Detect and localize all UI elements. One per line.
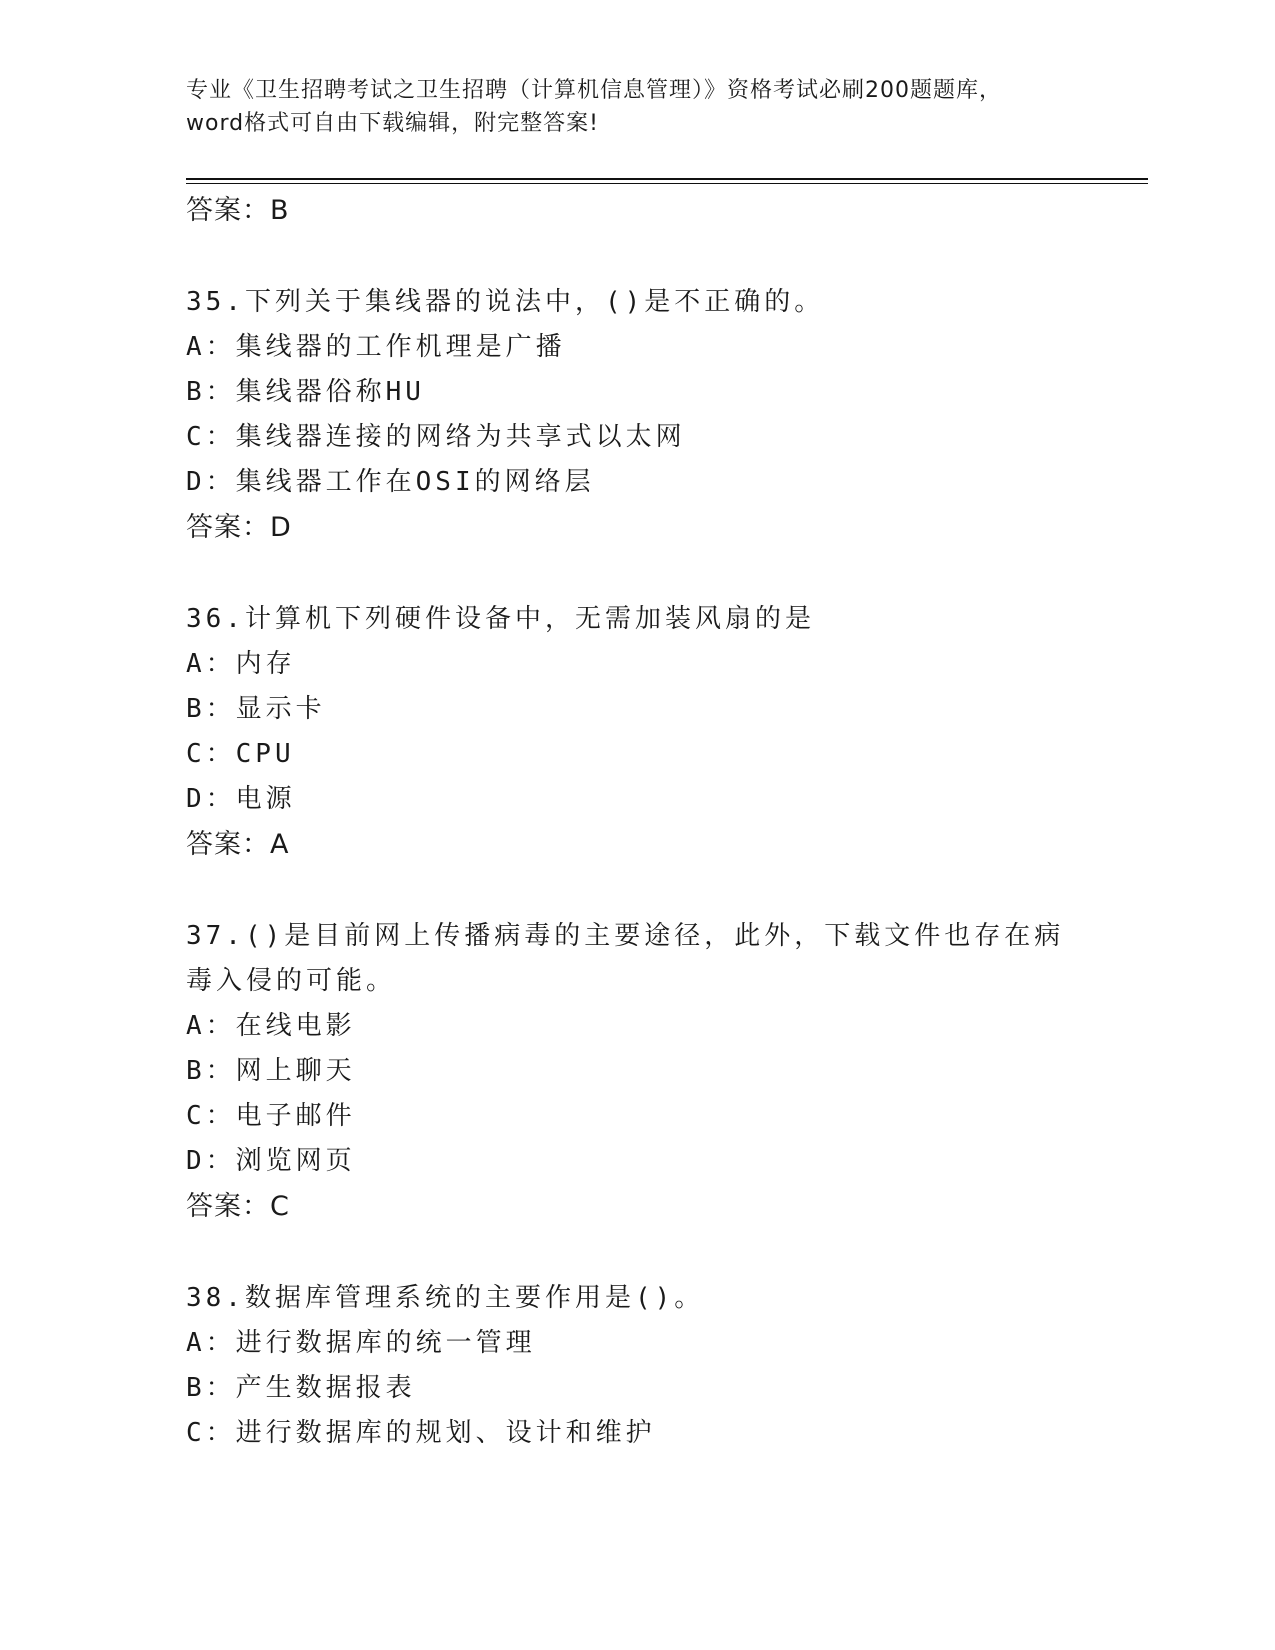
header-line-1: 专业《卫生招聘考试之卫生招聘（计算机信息管理）》资格考试必刷200题题库， [186, 78, 1002, 103]
option-c: C：进行数据库的规划、设计和维护 [186, 1418, 656, 1448]
answer-line: 答案：A [186, 829, 290, 860]
option-d: D：浏览网页 [186, 1146, 356, 1176]
question-text: 37.()是目前网上传播病毒的主要途径，此外，下载文件也存在病毒入侵的可能。 [186, 921, 1065, 996]
question-text: 35.下列关于集线器的说法中，()是不正确的。 [186, 287, 825, 317]
option-c: C：CPU [186, 739, 295, 769]
option-d: D：集线器工作在OSI的网络层 [186, 467, 595, 497]
question-35 [186, 280, 1086, 550]
option-a: A：内存 [186, 649, 296, 679]
question-36 [186, 597, 1086, 867]
option-b: B：集线器俗称HU [186, 377, 425, 407]
option-b: B：显示卡 [186, 694, 326, 724]
document-header [186, 74, 1086, 140]
option-a: A：集线器的工作机理是广播 [186, 332, 566, 362]
option-b: B：产生数据报表 [186, 1373, 416, 1403]
header-rule-thin [186, 183, 1148, 184]
question-list [186, 188, 1086, 1456]
question-text: 36.计算机下列硬件设备中，无需加装风扇的是 [186, 604, 815, 634]
option-a: A：在线电影 [186, 1011, 356, 1041]
question-37 [186, 914, 1086, 1229]
option-d: D：电源 [186, 784, 296, 814]
option-c: C：集线器连接的网络为共享式以太网 [186, 422, 686, 452]
option-a: A：进行数据库的统一管理 [186, 1328, 536, 1358]
answer-line: 答案：D [186, 512, 292, 543]
header-line-2: word格式可自由下载编辑，附完整答案! [186, 111, 599, 136]
option-b: B：网上聊天 [186, 1056, 356, 1086]
question-38 [186, 1276, 1086, 1456]
option-c: C：电子邮件 [186, 1101, 356, 1131]
answer-line: 答案：C [186, 1191, 290, 1222]
header-rule-thick [186, 178, 1148, 180]
question-text: 38.数据库管理系统的主要作用是()。 [186, 1283, 705, 1313]
answer-line-prev: 答案：B [186, 195, 290, 226]
